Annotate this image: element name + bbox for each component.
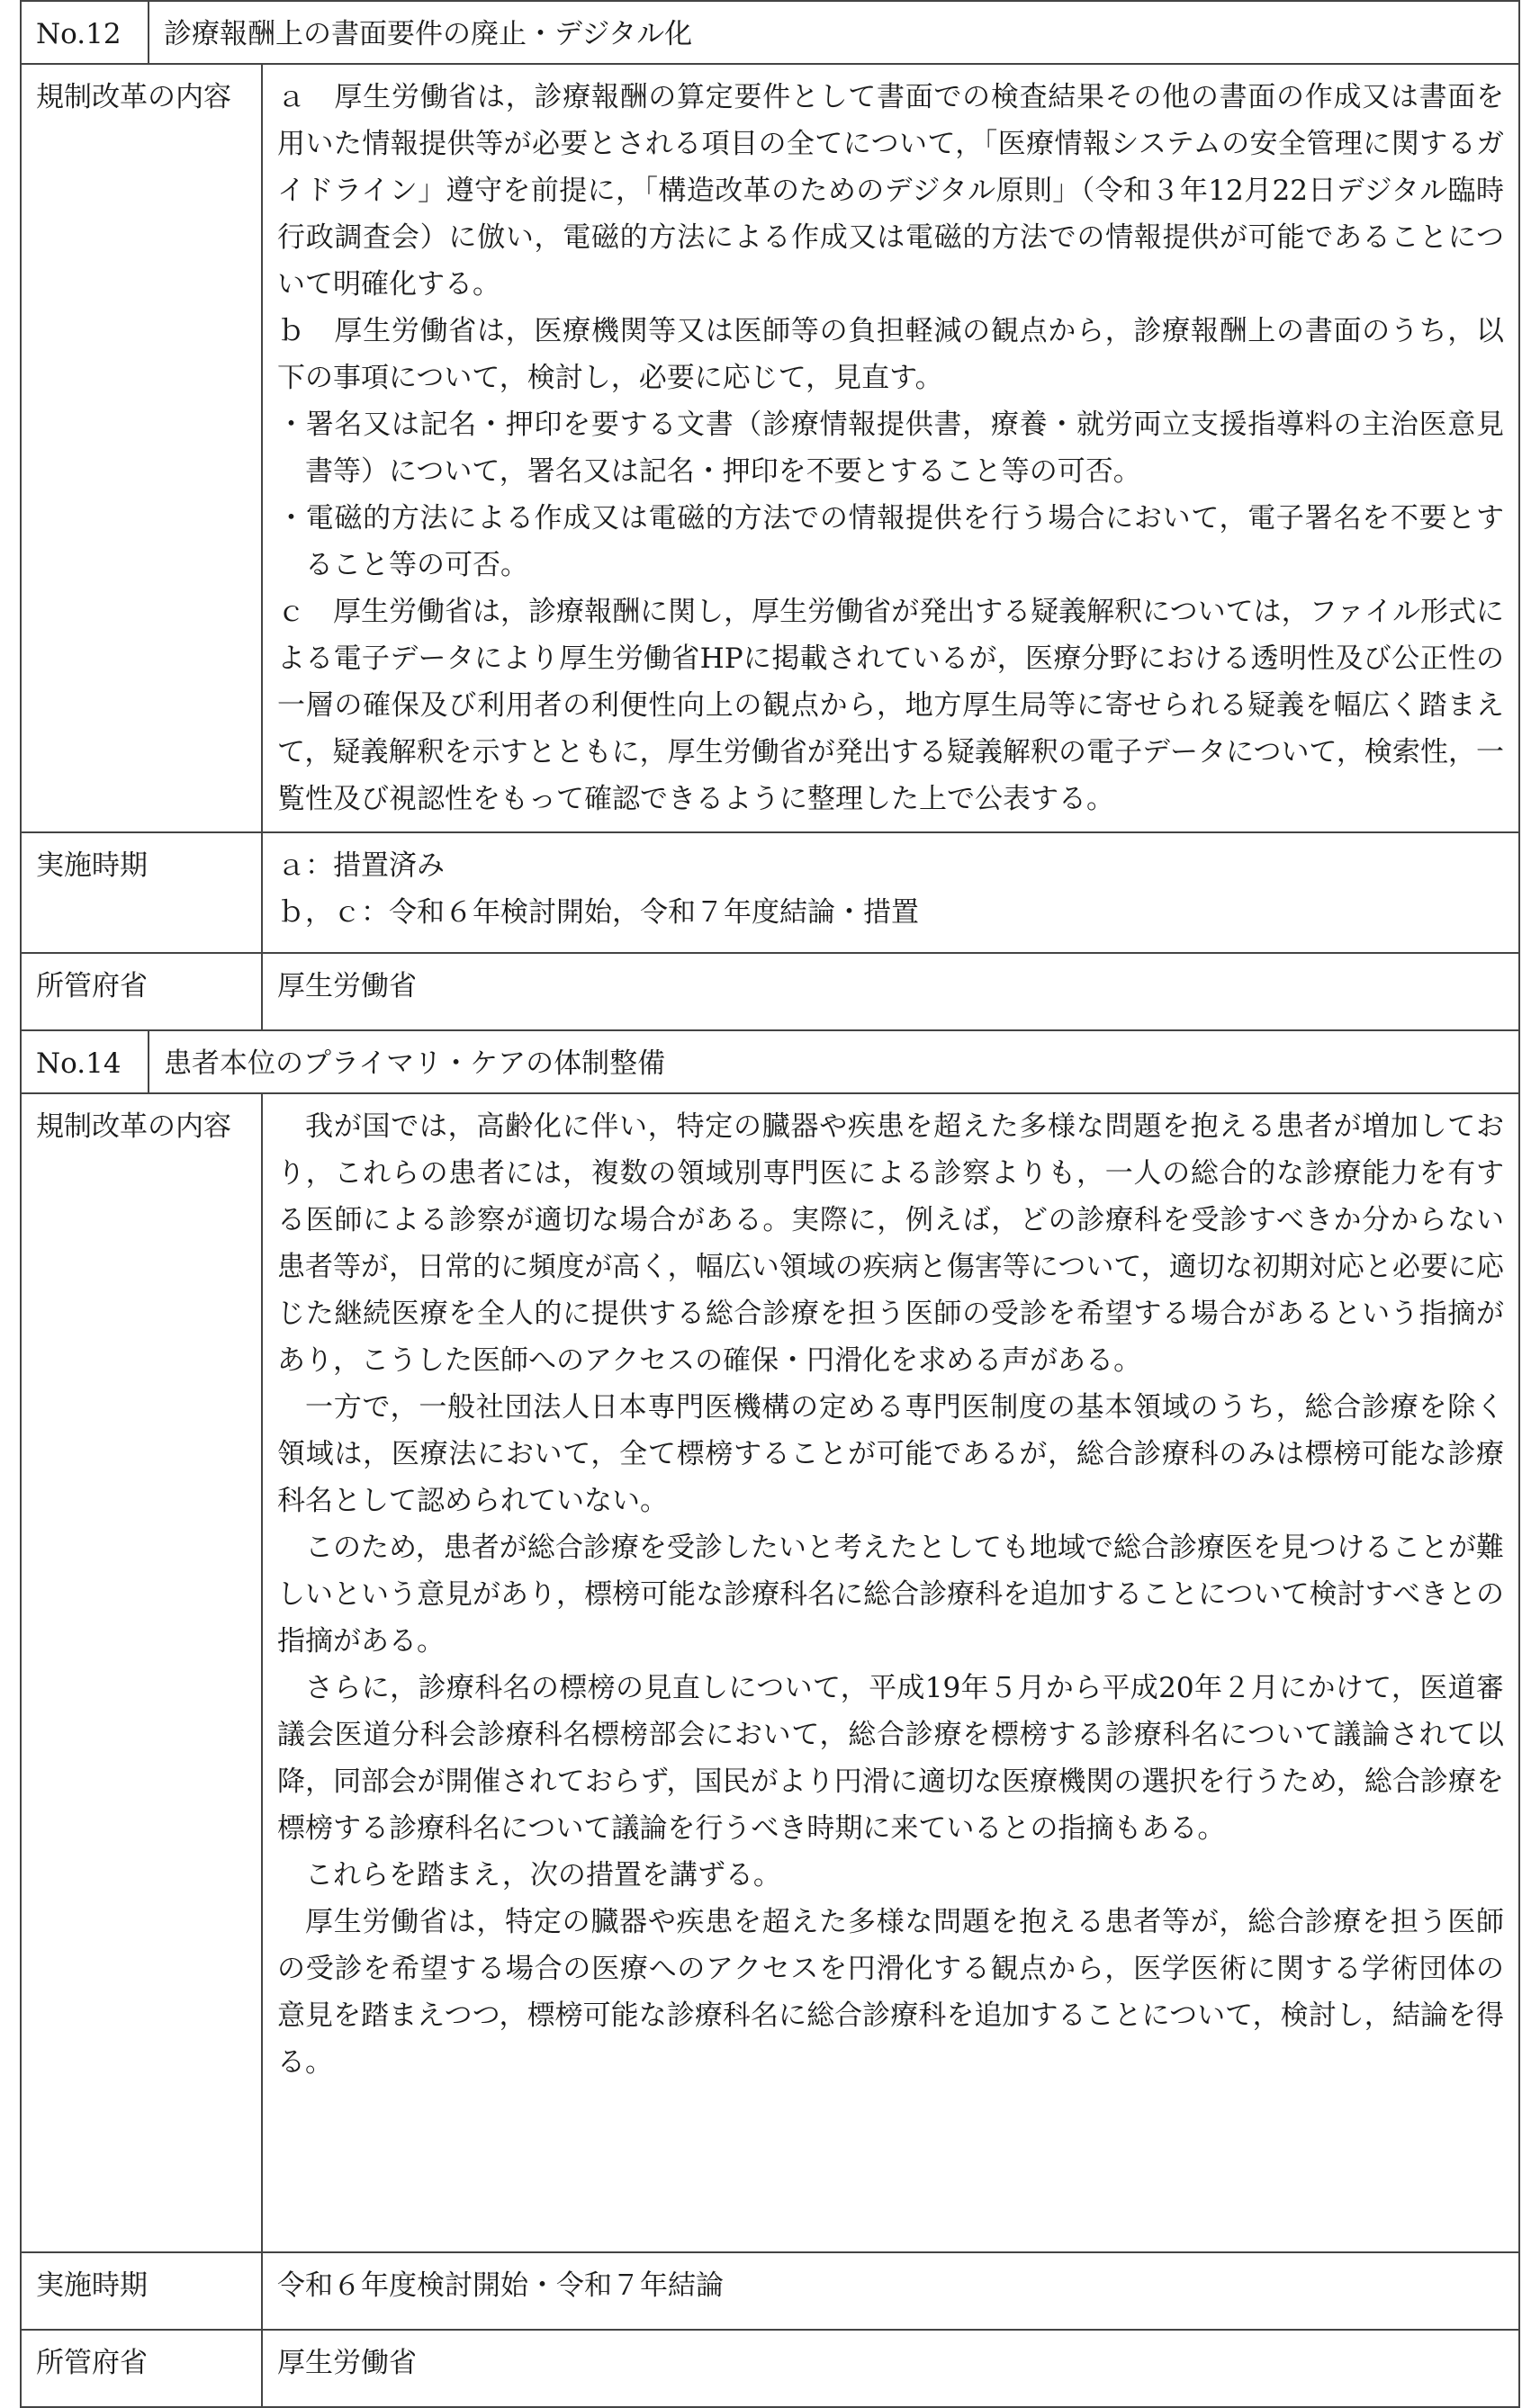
item12-bullet-2: ・電磁的方法による作成又は電磁的方法での情報提供を行う場合において，電子署名を不要とすること等の可否。 (277, 502, 1505, 581)
item12-ministry-row (21, 953, 1519, 1030)
item12-number: No.12 (22, 2, 149, 63)
item14-number: No.14 (22, 1031, 149, 1092)
item14-paragraph-4: さらに，診療科名の標榜の見直しについて，平成19年５月から平成20年２月にかけて，医道審議会医道分科会診療科名標榜部会において，総合診療を標榜する診療科名について議論されて以降，同部会が開催されておらず，国民がより円滑に適切な医療機関の選択を行うため，総合診療を標榜する診療科名について議論を行うべき時期に来ているとの指摘もある。 (277, 1672, 1505, 1845)
item14-paragraph-2: 一方で，一般社団法人日本専門医機構の定める専門医制度の基本領域のうち，総合診療を除く領域は，医療法において，全て標榜することが可能であるが，総合診療科のみは標榜可能な診療科名として認められていない。 (277, 1391, 1505, 1517)
item12-content-label: 規制改革の内容 (21, 64, 262, 832)
item14-content (262, 1093, 1519, 2252)
item12-schedule-row (21, 832, 1519, 953)
item14-title: 患者本位のプライマリ・ケアの体制整備 (164, 1047, 666, 1080)
item12-ministry: 厚生労働省 (262, 953, 1519, 1030)
item14-ministry-row (21, 2330, 1519, 2407)
item12-schedule (262, 832, 1519, 953)
item14-paragraph-3: このため，患者が総合診療を受診したいと考えたとしても地域で総合診療医を見つけることが難しいという意見があり，標榜可能な診療科名に総合診療科を追加することについて検討すべきとの指摘がある。 (277, 1532, 1505, 1658)
item14-paragraph-6: 厚生労働省は，特定の臓器や疾患を超えた多様な問題を抱える患者等が，総合診療を担う医師の受診を希望する場合の医療へのアクセスを円滑化する観点から，医学医術に関する学術団体の意見を踏まえつつ，標榜可能な診療科名に総合診療科を追加することについて，検討し，結論を得る。 (277, 1906, 1505, 2079)
item12-content (262, 64, 1519, 832)
item12-ministry-label: 所管府省 (21, 953, 262, 1030)
item14-paragraph-5: これらを踏まえ，次の措置を講ずる。 (305, 1859, 781, 1891)
item14-paragraph-1: 我が国では，高齢化に伴い，特定の臓器や疾患を超えた多様な問題を抱える患者が増加しており，これらの患者には，複数の領域別専門医による診察よりも，一人の総合的な診療能力を有する医師による診察が適切な場合がある。実際に，例えば，どの診療科を受診すべきか分からない患者等が，日常的に頻度が高く，幅広い領域の疾病と傷害等について，適切な初期対応と必要に応じた継続医療を全人的に提供する総合診療を担う医師の受診を希望する場合があるという指摘があり，こうした医師へのアクセスの確保・円滑化を求める声がある。 (277, 1110, 1505, 1377)
item14-content-label: 規制改革の内容 (21, 1093, 262, 2252)
item12-title: 診療報酬上の書面要件の廃止・デジタル化 (164, 18, 693, 50)
item12-paragraph-b: ｂ 厚生労働省は，医療機関等又は医師等の負担軽減の観点から，診療報酬上の書面のうち，以下の事項について，検討し，必要に応じて，見直す。 (277, 315, 1505, 394)
item12-schedule-line-2: ｂ，ｃ：令和６年検討開始，令和７年度結論・措置 (277, 896, 919, 929)
item12-header-row (21, 1, 1519, 64)
item12-content-row (21, 64, 1519, 832)
item12-schedule-label: 実施時期 (21, 832, 262, 953)
item14-header-row (21, 1030, 1519, 1093)
item14-ministry-label: 所管府省 (21, 2330, 262, 2407)
item12-schedule-line-1: ａ：措置済み (277, 849, 445, 882)
item12-paragraph-a: ａ 厚生労働省は，診療報酬の算定要件として書面での検査結果その他の書面の作成又は書面を用いた情報提供等が必要とされる項目の全てについて，「医療情報システムの安全管理に関するガイドライン」遵守を前提に，「構造改革のためのデジタル原則」（令和３年12月22日デジタル臨時行政調査会）に倣い，電磁的方法による作成又は電磁的方法での情報提供が可能であることについて明確化する。 (277, 81, 1505, 301)
item14-content-row (21, 1093, 1519, 2252)
item14-schedule-label: 実施時期 (21, 2252, 262, 2330)
item14-ministry: 厚生労働省 (262, 2330, 1519, 2407)
regulatory-reform-table (20, 0, 1520, 2408)
item12-paragraph-c: ｃ 厚生労働省は，診療報酬に関し，厚生労働省が発出する疑義解釈については，ファイル形式による電子データにより厚生労働省HPに掲載されているが，医療分野における透明性及び公正性の一層の確保及び利用者の利便性向上の観点から，地方厚生局等に寄せられる疑義を幅広く踏まえて，疑義解釈を示すとともに，厚生労働省が発出する疑義解釈の電子データについて，検索性，一覧性及び視認性をもって確認できるように整理した上で公表する。 (277, 596, 1505, 815)
item14-schedule-row (21, 2252, 1519, 2330)
item14-schedule: 令和６年度検討開始・令和７年結論 (262, 2252, 1519, 2330)
item12-bullet-1: ・署名又は記名・押印を要する文書（診療情報提供書，療養・就労両立支援指導料の主治医意見書等）について，署名又は記名・押印を不要とすること等の可否。 (277, 409, 1505, 488)
